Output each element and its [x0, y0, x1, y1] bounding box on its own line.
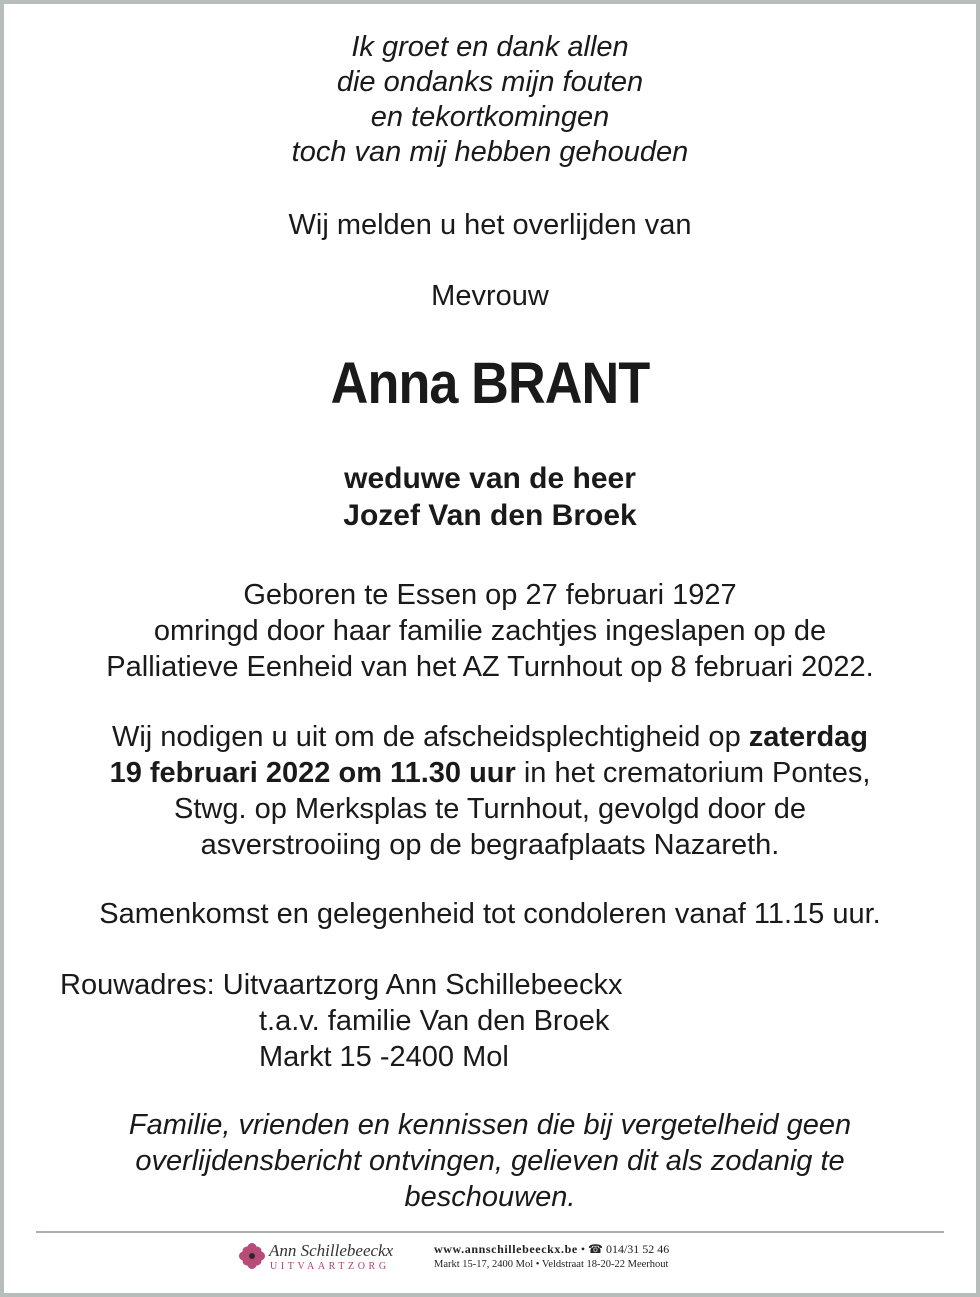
- flower-icon: [238, 1242, 266, 1270]
- brand-tagline: UITVAARTZORG: [270, 1261, 390, 1272]
- poem-line: die ondanks mijn fouten: [336, 66, 644, 98]
- closing-note: [0, 1107, 980, 1215]
- phone-number: 014/31 52 46: [605, 1242, 670, 1256]
- footer-addresses: Markt 15-17, 2400 Mol • Veldstraat 18-20-22 Meerhout: [434, 1259, 669, 1270]
- opening-poem: [0, 30, 980, 170]
- closing-line: beschouwen.: [404, 1181, 576, 1213]
- poem-line: en tekortkomingen: [370, 101, 610, 133]
- closing-line: overlijdensbericht ontvingen, gelieven dit als zodanig te: [135, 1145, 845, 1177]
- ceremony-invitation: [0, 719, 980, 863]
- ceremony-text: Wij nodigen u uit om de afscheidsplechtigheid op: [111, 721, 749, 753]
- website-link[interactable]: www.annschillebeeckx.be: [434, 1242, 578, 1256]
- gathering-text: Samenkomst en gelegenheid tot condoleren vanaf 11.15 uur.: [99, 898, 881, 930]
- ceremony-line-1: [0, 719, 980, 755]
- widow-of: [0, 460, 980, 534]
- poem-line: toch van mij hebben gehouden: [291, 136, 689, 168]
- separator: •: [580, 1242, 586, 1256]
- ceremony-line-2: [0, 755, 980, 791]
- funeral-home-footer: [238, 1240, 758, 1280]
- mourning-address: [60, 967, 623, 1075]
- announcement-text: Wij melden u het overlijden van: [288, 209, 692, 241]
- birth-line: Geboren te Essen op 27 februari 1927: [243, 579, 737, 611]
- ceremony-day: zaterdag: [748, 721, 869, 753]
- death-line: omringd door haar familie zachtjes ingeslapen op de: [153, 615, 827, 647]
- birth-death-details: [0, 577, 980, 685]
- address-line: t.a.v. familie Van den Broek: [259, 1005, 610, 1037]
- contact-line: [434, 1242, 669, 1257]
- deceased-name: Anna BRANT: [330, 351, 650, 416]
- ceremony-line-3: Stwg. op Merksplas te Turnhout, gevolgd door de: [174, 793, 806, 825]
- widow-line: weduwe van de heer: [344, 462, 636, 495]
- closing-line: Familie, vrienden en kennissen die bij vergetelheid geen: [128, 1109, 852, 1141]
- address-line: Markt 15 -2400 Mol: [259, 1041, 509, 1073]
- ceremony-datetime: 19 februari 2022 om 11.30 uur: [109, 757, 516, 789]
- death-place-line: Palliatieve Eenheid van het AZ Turnhout op 8 februari 2022.: [106, 651, 874, 683]
- poem-line: Ik groet en dank allen: [351, 31, 629, 63]
- salutation: Mevrouw: [431, 280, 549, 312]
- footer-divider: [36, 1231, 944, 1233]
- brand-name: Ann Schillebeeckx: [269, 1241, 394, 1260]
- address-line: Rouwadres: Uitvaartzorg Ann Schillebeeckx: [60, 969, 623, 1001]
- ceremony-text: in het crematorium Pontes,: [515, 757, 871, 789]
- phone-icon: ☎: [588, 1242, 603, 1256]
- ceremony-line-4: asverstrooiing op de begraafplaats Nazareth.: [200, 829, 780, 861]
- spouse-name: Jozef Van den Broek: [343, 499, 637, 532]
